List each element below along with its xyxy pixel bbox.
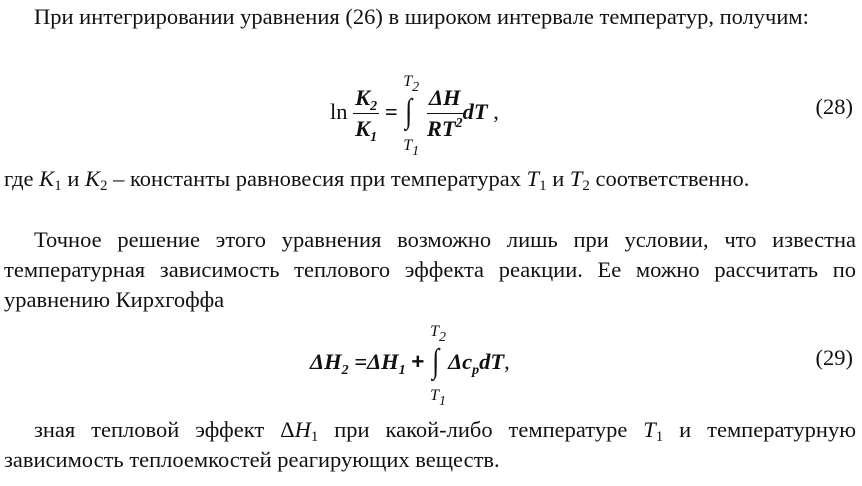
equation-28: ln $\frac{K_2}{K_1}$ = T2 ∫ T1 $\frac{\Delta H}{RT^2}$ dT , xyxy=(330,72,499,159)
delta-cp-dt: $\Delta c_pdT$ xyxy=(448,349,505,378)
plus-sign: + xyxy=(411,349,425,374)
integral-t1-t2: T2 ∫ T1 xyxy=(430,322,446,409)
ln-operator: ln xyxy=(330,99,348,124)
delta-h2: $\Delta H_2$ xyxy=(310,349,349,378)
fraction-dh-over-rt2: $\frac{\Delta H}{RT^2}$ xyxy=(426,85,463,142)
paragraph-intro: При интегрировании уравнения (26) в широком интервале температур, получим: xyxy=(34,4,809,29)
integral-t1-t2: T2 ∫ T1 xyxy=(403,72,420,159)
equals-sign: = xyxy=(354,349,368,374)
fraction-k2-over-k1: $\frac{K_2}{K_1}$ xyxy=(355,85,378,146)
delta-h1: $\Delta H_1$ xyxy=(367,349,406,378)
equation-29: $\Delta H_2 =\Delta H_1$ + T2 ∫ T1 $\Delta c_pdT$, xyxy=(310,322,510,409)
paragraph-kirchhoff: Точное решение этого уравнения возможно лишь при условии, что известна температурная зависимость теплового эффекта реакции. Ее можно рассчитать по уравнению Кирхгоффа xyxy=(4,227,856,312)
paragraph-where: где $K_1$ и $K_2$ – константы равновесия при температурах $T_1$ и $T_2$ соответственно. xyxy=(4,166,750,194)
equation-number-28: (28) xyxy=(815,94,853,119)
differential-dt: dT xyxy=(462,99,488,124)
paragraph-knowing: зная тепловой эффект $\Delta H_1$ при какой-либо температуре $T_1$ и температурную зависимость теплоемкостей реагирующих веществ. xyxy=(4,417,857,472)
equals-sign: = xyxy=(384,99,398,124)
equation-number-29: (29) xyxy=(815,345,853,370)
